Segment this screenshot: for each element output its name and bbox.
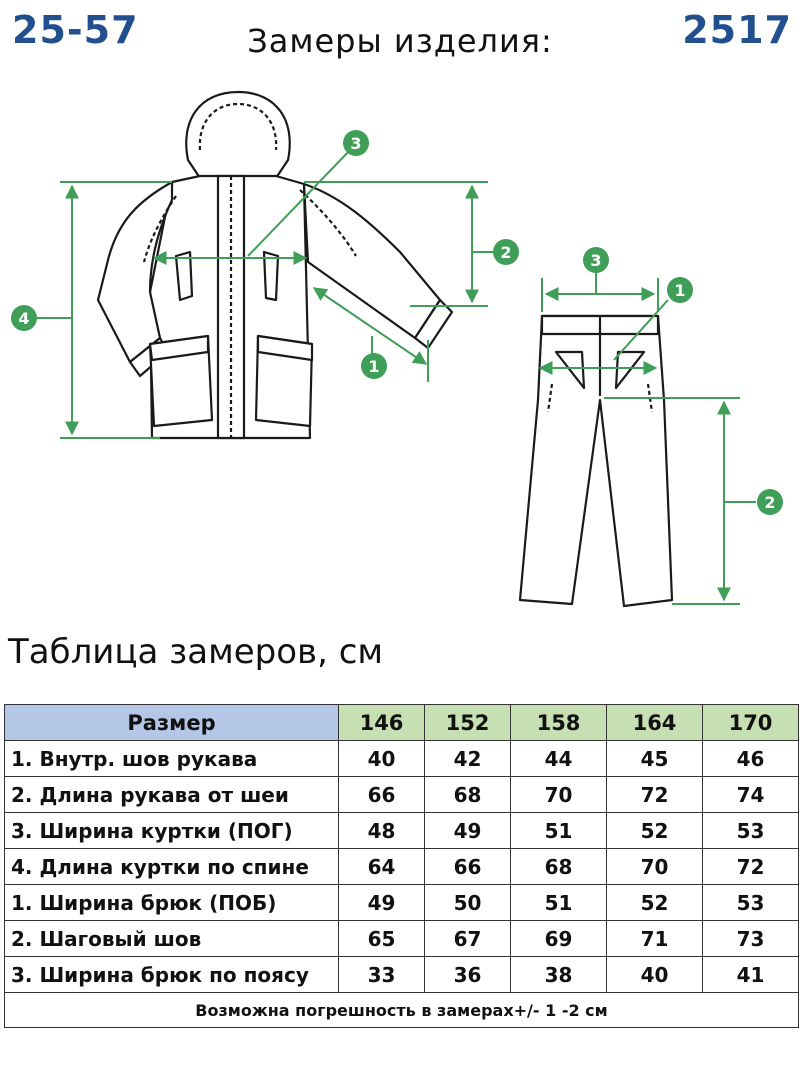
size-col-164: 164 xyxy=(607,705,703,741)
cell-value: 72 xyxy=(703,849,799,885)
row-label: 4. Длина куртки по спине xyxy=(5,849,339,885)
cell-value: 74 xyxy=(703,777,799,813)
row-label: 1. Внутр. шов рукава xyxy=(5,741,339,777)
svg-text:3: 3 xyxy=(590,251,602,270)
cell-value: 53 xyxy=(703,885,799,921)
page-title: Замеры изделия: xyxy=(247,22,553,60)
cell-value: 72 xyxy=(607,777,703,813)
cell-value: 66 xyxy=(339,777,425,813)
table-row xyxy=(5,849,799,885)
table-row xyxy=(5,885,799,921)
table-row xyxy=(5,741,799,777)
cell-value: 49 xyxy=(339,885,425,921)
jacket-marker-4 xyxy=(11,305,37,331)
size-col-152: 152 xyxy=(425,705,511,741)
pants-marker-1 xyxy=(667,277,693,303)
pants-marker-2 xyxy=(757,489,783,515)
svg-text:2: 2 xyxy=(500,243,512,262)
table-row xyxy=(5,813,799,849)
cell-value: 51 xyxy=(511,813,607,849)
size-col-146: 146 xyxy=(339,705,425,741)
row-label: 2. Шаговый шов xyxy=(5,921,339,957)
cell-value: 53 xyxy=(703,813,799,849)
cell-value: 41 xyxy=(703,957,799,993)
jacket-marker-3 xyxy=(343,130,369,156)
svg-text:1: 1 xyxy=(674,281,686,300)
row-label: 3. Ширина брюк по поясу xyxy=(5,957,339,993)
cell-value: 68 xyxy=(425,777,511,813)
cell-value: 50 xyxy=(425,885,511,921)
cell-value: 64 xyxy=(339,849,425,885)
cell-value: 49 xyxy=(425,813,511,849)
table-title: Таблица замеров, см xyxy=(8,632,384,672)
table-row xyxy=(5,957,799,993)
tolerance-note: Возможна погрешность в замерах+/- 1 -2 см xyxy=(5,993,799,1028)
jacket-marker-1 xyxy=(361,353,387,379)
row-label: 3. Ширина куртки (ПОГ) xyxy=(5,813,339,849)
cell-value: 71 xyxy=(607,921,703,957)
svg-text:1: 1 xyxy=(368,357,380,376)
article-code-left: 25-57 xyxy=(12,8,139,52)
cell-value: 42 xyxy=(425,741,511,777)
cell-value: 51 xyxy=(511,885,607,921)
cell-value: 65 xyxy=(339,921,425,957)
cell-value: 69 xyxy=(511,921,607,957)
pants-illustration xyxy=(520,316,672,606)
svg-text:2: 2 xyxy=(764,493,776,512)
table-row xyxy=(5,777,799,813)
size-table xyxy=(4,704,799,1028)
row-label: 2. Длина рукава от шеи xyxy=(5,777,339,813)
cell-value: 45 xyxy=(607,741,703,777)
size-col-158: 158 xyxy=(511,705,607,741)
cell-value: 70 xyxy=(511,777,607,813)
cell-value: 48 xyxy=(339,813,425,849)
cell-value: 40 xyxy=(339,741,425,777)
pants-marker-3 xyxy=(583,247,609,273)
cell-value: 33 xyxy=(339,957,425,993)
cell-value: 44 xyxy=(511,741,607,777)
cell-value: 38 xyxy=(511,957,607,993)
measurement-diagram xyxy=(0,80,800,620)
size-header-label: Размер xyxy=(5,705,339,741)
table-note-row xyxy=(5,993,799,1028)
cell-value: 36 xyxy=(425,957,511,993)
cell-value: 73 xyxy=(703,921,799,957)
cell-value: 68 xyxy=(511,849,607,885)
jacket-marker-2 xyxy=(493,239,519,265)
jacket-illustration xyxy=(98,92,452,438)
table-row xyxy=(5,921,799,957)
row-label: 1. Ширина брюк (ПОБ) xyxy=(5,885,339,921)
cell-value: 40 xyxy=(607,957,703,993)
article-code-right: 2517 xyxy=(682,8,792,52)
size-col-170: 170 xyxy=(703,705,799,741)
cell-value: 66 xyxy=(425,849,511,885)
cell-value: 67 xyxy=(425,921,511,957)
svg-text:4: 4 xyxy=(18,309,30,328)
svg-text:3: 3 xyxy=(350,134,362,153)
cell-value: 70 xyxy=(607,849,703,885)
cell-value: 52 xyxy=(607,885,703,921)
table-header-row xyxy=(5,705,799,741)
cell-value: 46 xyxy=(703,741,799,777)
cell-value: 52 xyxy=(607,813,703,849)
